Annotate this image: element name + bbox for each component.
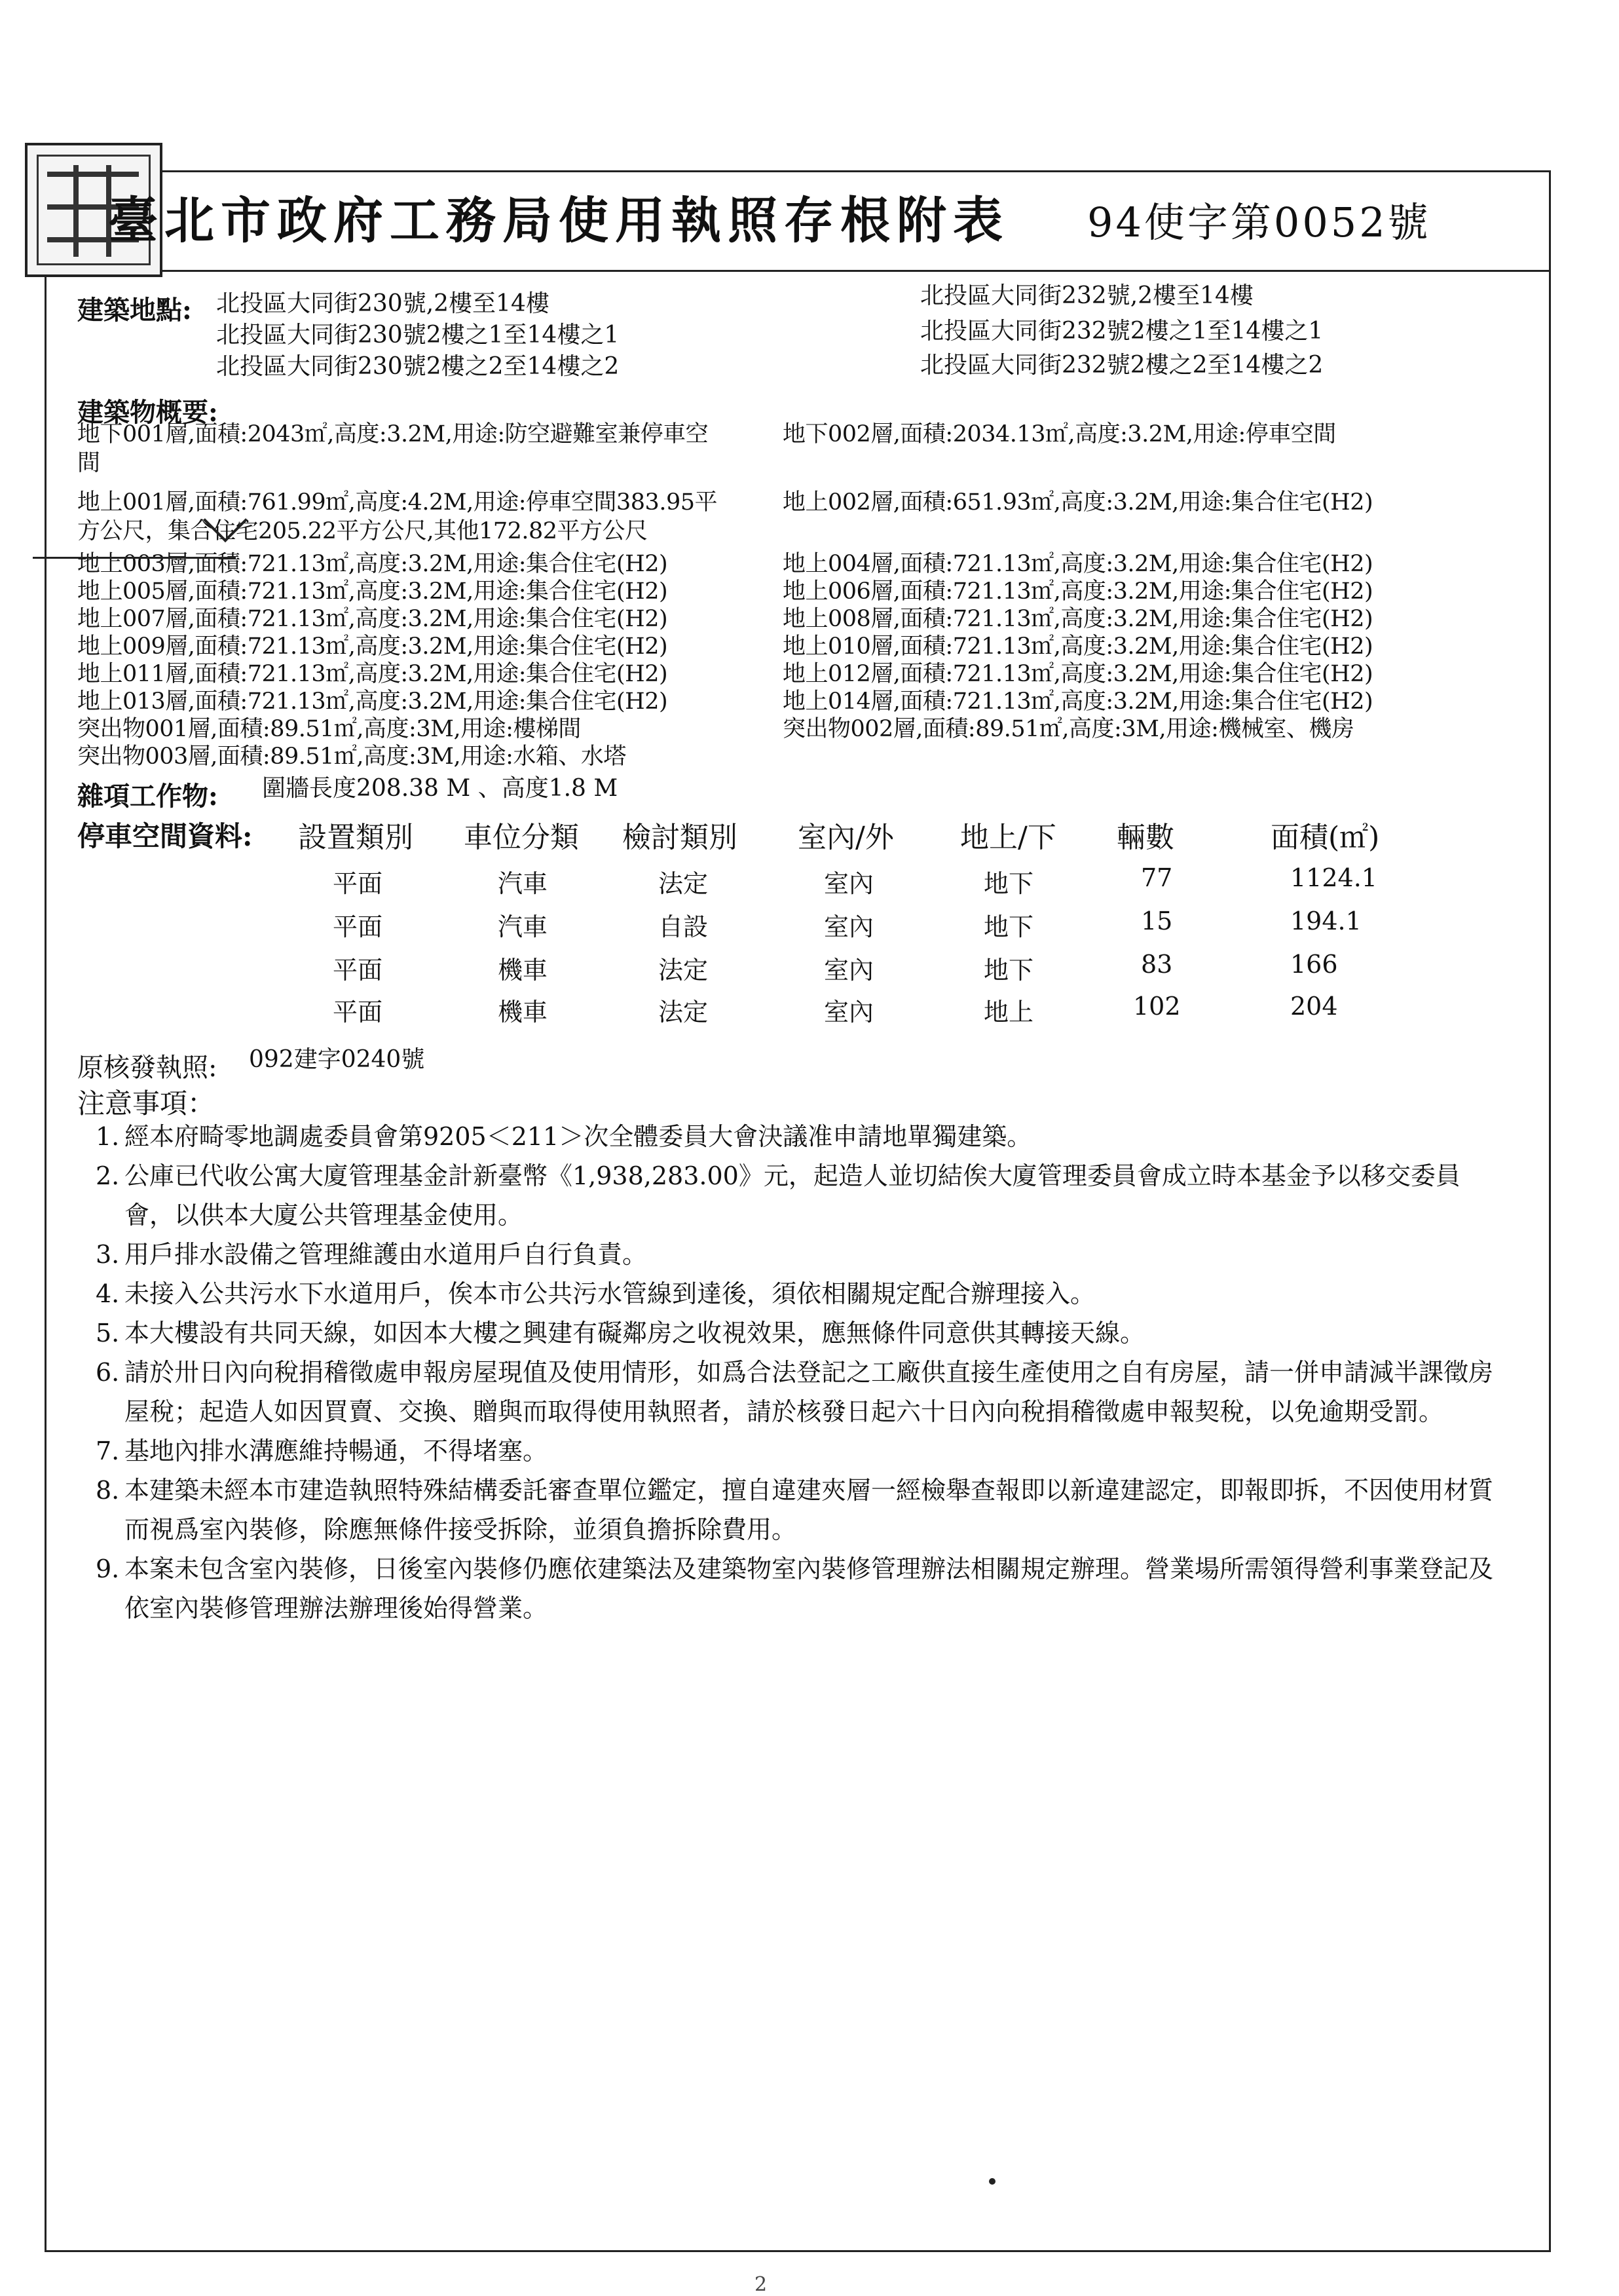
document-number: 94使字第0052號 [1087, 198, 1431, 246]
overview-right-row: 地上010層,面積:721.13㎡,高度:3.2M,用途:集合住宅(H2) [783, 633, 1373, 660]
original-permit-value: 092建字0240號 [249, 1046, 425, 1073]
note-text: 本案未包含室內裝修，日後室內裝修仍應依建築法及建築物室內裝修管理辦法相關規定辦理。營業場所需領得營利事業登記及依室內裝修管理辦法辦理後始得營業。 [124, 1554, 1494, 1623]
parking-cell: 室內 [824, 956, 874, 985]
overview-f2: 地上002層,面積:651.93㎡,高度:3.2M,用途:集合住宅(H2) [783, 489, 1373, 516]
misc-label: 雜項工作物: [77, 781, 218, 812]
location-left-1: 北投區大同街230號,2樓至14樓 [216, 290, 549, 317]
note-number: 7. [96, 1437, 120, 1465]
parking-cell: 平面 [333, 998, 383, 1026]
parking-header-type: 設置類別 [298, 821, 413, 854]
parking-cell: 地下 [984, 913, 1034, 941]
note-number: 5. [96, 1319, 120, 1347]
parking-cell: 15 [1141, 907, 1173, 935]
parking-header-level: 地上/下 [960, 821, 1056, 854]
overview-left-row: 地上009層,面積:721.13㎡,高度:3.2M,用途:集合住宅(H2) [77, 633, 668, 660]
parking-cell: 汽車 [498, 869, 548, 898]
parking-cell: 室內 [824, 998, 874, 1026]
document-title: 臺北市政府工務局使用執照存根附表 [108, 191, 1009, 250]
location-right-3: 北投區大同街232號2樓之2至14樓之2 [920, 352, 1324, 379]
parking-cell: 83 [1141, 950, 1173, 979]
note-item [98, 1235, 1493, 1274]
parking-cell: 室內 [824, 913, 874, 941]
overview-right-row: 地上004層,面積:721.13㎡,高度:3.2M,用途:集合住宅(H2) [783, 551, 1373, 577]
parking-cell: 1124.1 [1290, 863, 1377, 892]
parking-header-vehicle: 車位分類 [464, 821, 579, 854]
overview-left-row: 突出物003層,面積:89.51㎡,高度:3M,用途:水箱、水塔 [77, 743, 626, 770]
overview-right-row: 突出物002層,面積:89.51㎡,高度:3M,用途:機械室、機房 [783, 716, 1354, 742]
note-number: 3. [96, 1240, 120, 1269]
overview-right-row: 地上008層,面積:721.13㎡,高度:3.2M,用途:集合住宅(H2) [783, 606, 1373, 632]
parking-cell: 平面 [333, 869, 383, 898]
note-number: 2. [96, 1161, 120, 1190]
note-item [98, 1313, 1493, 1353]
note-item [98, 1353, 1493, 1431]
parking-cell: 102 [1133, 992, 1181, 1021]
parking-cell: 自設 [658, 913, 709, 941]
overview-left-row: 突出物001層,面積:89.51㎡,高度:3M,用途:樓梯間 [77, 716, 581, 742]
parking-cell: 204 [1290, 992, 1338, 1021]
parking-cell: 地下 [984, 956, 1034, 985]
overview-left-row: 地上005層,面積:721.13㎡,高度:3.2M,用途:集合住宅(H2) [77, 578, 668, 605]
parking-label: 停車空間資料: [77, 820, 253, 852]
overview-left-row: 地上003層,面積:721.13㎡,高度:3.2M,用途:集合住宅(H2) [77, 551, 668, 577]
note-number: 6. [96, 1358, 120, 1387]
note-item [98, 1431, 1493, 1471]
note-number: 4. [96, 1279, 120, 1308]
note-text: 用戶排水設備之管理維護由水道用戶自行負責。 [124, 1240, 648, 1269]
parking-cell: 平面 [333, 956, 383, 985]
overview-f1-line1: 地上001層,面積:761.99㎡,高度:4.2M,用途:停車空間383.95平 [77, 489, 717, 516]
note-number: 9. [96, 1554, 120, 1583]
parking-cell: 室內 [824, 869, 874, 898]
original-permit-label: 原核發執照: [77, 1053, 217, 1083]
overview-label: 建築物概要: [77, 397, 218, 428]
note-item [98, 1471, 1493, 1549]
note-text: 本大樓設有共同天線，如因本大樓之興建有礙鄰房之收視效果，應無條件同意供其轉接天線。 [124, 1319, 1145, 1347]
location-left-3: 北投區大同街230號2樓之2至14樓之2 [216, 353, 620, 380]
parking-cell: 地下 [984, 869, 1034, 898]
overview-right-row: 地上006層,面積:721.13㎡,高度:3.2M,用途:集合住宅(H2) [783, 578, 1373, 605]
overview-left-row: 地上013層,面積:721.13㎡,高度:3.2M,用途:集合住宅(H2) [77, 688, 668, 715]
overview-f1-line2: 方公尺，集合住宅205.22平方公尺,其他172.82平方公尺 [77, 518, 648, 544]
parking-cell: 平面 [333, 913, 383, 941]
parking-cell: 法定 [658, 998, 709, 1026]
parking-cell: 194.1 [1290, 907, 1362, 935]
note-number: 8. [96, 1476, 120, 1505]
parking-header-indoor: 室內/外 [798, 821, 894, 854]
note-text: 基地內排水溝應維持暢通，不得堵塞。 [124, 1437, 548, 1465]
note-text: 經本府畸零地調處委員會第9205＜211＞次全體委員大會決議准申請地單獨建築。 [124, 1122, 1032, 1151]
overview-left-row: 地上011層,面積:721.13㎡,高度:3.2M,用途:集合住宅(H2) [77, 661, 668, 687]
margin-mark-line [33, 557, 236, 559]
note-text: 公庫已代收公寓大廈管理基金計新臺幣《1,938,283.00》元，起造人並切結俟大廈管理委員會成立時本基金予以移交委員會，以供本大廈公共管理基金使用。 [124, 1161, 1461, 1230]
overview-left-row: 地上007層,面積:721.13㎡,高度:3.2M,用途:集合住宅(H2) [77, 606, 668, 632]
parking-cell: 166 [1290, 950, 1338, 979]
overview-b1: 地下001層,面積:2043㎡,高度:3.2M,用途:防空避難室兼停車空 [77, 421, 709, 447]
note-item [98, 1549, 1493, 1628]
overview-b1-cont: 間 [77, 450, 100, 476]
note-text: 本建築未經本市建造執照特殊結構委託審查單位鑑定，擅自違建夾層一經檢舉查報即以新違建認定，即報即拆，不因使用材質而視爲室內裝修，除應無條件接受拆除，並須負擔拆除費用。 [124, 1476, 1494, 1544]
page-number: 2 [754, 2273, 768, 2296]
note-item [98, 1274, 1493, 1313]
parking-header-area: 面積(㎡) [1271, 821, 1380, 854]
note-item [98, 1156, 1493, 1235]
parking-cell: 機車 [498, 956, 548, 985]
parking-cell: 機車 [498, 998, 548, 1026]
location-left-2: 北投區大同街230號2樓之1至14樓之1 [216, 322, 620, 348]
location-right-2: 北投區大同街232號2樓之1至14樓之1 [920, 318, 1324, 345]
parking-cell: 法定 [658, 869, 709, 898]
note-text: 請於卅日內向稅捐稽徵處申報房屋現值及使用情形，如爲合法登記之工廠供直接生產使用之自有房屋，請一併申請減半課徵房屋稅；起造人如因買賣、交換、贈與而取得使用執照者，請於核發日起六十日內向稅捐稽徵處申報契稅，以免逾期受罰。 [124, 1358, 1494, 1426]
note-number: 1. [96, 1122, 120, 1151]
note-item [98, 1117, 1493, 1156]
overview-right-row: 地上014層,面積:721.13㎡,高度:3.2M,用途:集合住宅(H2) [783, 688, 1373, 715]
overview-right-row: 地上012層,面積:721.13㎡,高度:3.2M,用途:集合住宅(H2) [783, 661, 1373, 687]
location-label: 建築地點: [77, 295, 192, 326]
parking-cell: 汽車 [498, 913, 548, 941]
parking-cell: 77 [1141, 863, 1173, 892]
parking-header-count: 輛數 [1117, 821, 1174, 854]
notes-label: 注意事項： [77, 1087, 215, 1120]
note-text: 未接入公共污水下水道用戶，俟本市公共污水管線到達後，須依相關規定配合辦理接入。 [124, 1279, 1096, 1308]
overview-b2: 地下002層,面積:2034.13㎡,高度:3.2M,用途:停車空間 [783, 421, 1336, 447]
parking-header-review: 檢討類別 [622, 821, 737, 854]
parking-cell: 法定 [658, 956, 709, 985]
title-separator [45, 270, 1551, 272]
parking-cell: 地上 [984, 998, 1034, 1026]
location-right-1: 北投區大同街232號,2樓至14樓 [920, 282, 1254, 309]
notes-list [98, 1117, 1493, 1628]
stray-dot-mark [989, 2178, 996, 2185]
misc-value: 圍牆長度208.38 M 、高度1.8 M [262, 775, 618, 802]
